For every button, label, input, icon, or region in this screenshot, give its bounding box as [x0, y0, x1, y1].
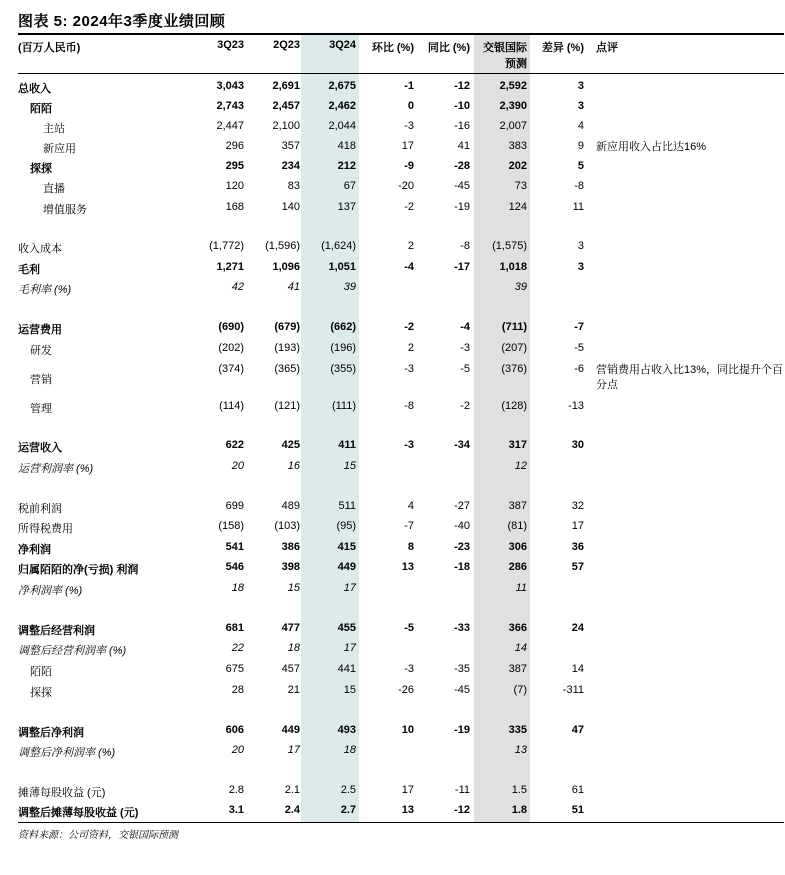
- cell-c4: -2: [404, 201, 414, 213]
- cell-c1: 3.1: [228, 804, 244, 816]
- cell-c4: -3: [404, 120, 414, 132]
- cell-c1: 296: [225, 140, 244, 152]
- cell-c7: 51: [571, 804, 584, 816]
- table-title: 图表 5: 2024年3季度业绩回顾: [18, 13, 226, 30]
- table-row: [0, 684, 785, 700]
- cell-c6: (207): [501, 342, 527, 354]
- cell-c2: (193): [274, 342, 300, 354]
- cell-c1: 2,447: [216, 120, 244, 132]
- cell-c4: -2: [404, 321, 414, 333]
- header-comment: 点评: [596, 42, 618, 54]
- cell-c7: -7: [574, 321, 584, 333]
- row-comment: 新应用收入占比达16%: [596, 141, 707, 153]
- cell-c1: 2,743: [216, 100, 244, 112]
- cell-c1: (202): [218, 342, 244, 354]
- cell-c4: -9: [404, 160, 414, 172]
- cell-c3: 511: [338, 500, 356, 512]
- row-label: 毛利: [18, 264, 40, 276]
- cell-c3: 455: [337, 622, 356, 634]
- cell-c6: (7): [513, 684, 527, 696]
- cell-c4: -3: [404, 363, 414, 375]
- cell-c2: 425: [281, 439, 300, 451]
- cell-c6: 383: [508, 140, 527, 152]
- row-label: 调整后摊薄每股收益 (元): [18, 807, 139, 819]
- cell-c5: -34: [454, 439, 470, 451]
- cell-c4: -20: [398, 180, 414, 192]
- cell-c7: 3: [577, 80, 584, 92]
- row-label: 营销: [30, 374, 52, 386]
- cell-c7: -13: [568, 400, 584, 412]
- cell-c2: 2.4: [284, 804, 300, 816]
- cell-c7: 5: [577, 160, 584, 172]
- cell-c6: 306: [508, 541, 527, 553]
- row-label: 运营费用: [18, 324, 62, 336]
- cell-c4: 4: [407, 500, 414, 512]
- cell-c1: (114): [219, 400, 244, 412]
- cell-c3: 137: [337, 201, 356, 213]
- cell-c1: 546: [225, 561, 244, 573]
- cell-c1: 1,271: [216, 261, 244, 273]
- table-row: [0, 363, 785, 391]
- cell-c5: -2: [460, 400, 470, 412]
- row-comment: 营销费用占收入比13%，同比提升个百分点: [596, 364, 784, 391]
- cell-c6: 366: [508, 622, 527, 634]
- cell-c5: -40: [454, 520, 470, 532]
- cell-c5: -17: [454, 261, 470, 273]
- table-row: [0, 160, 785, 176]
- cell-c1: 622: [225, 439, 244, 451]
- table-row: [0, 520, 785, 536]
- row-label: 调整后净利润: [18, 727, 84, 739]
- cell-c5: -12: [454, 804, 470, 816]
- cell-c1: 675: [225, 663, 244, 675]
- cell-c6: 2,390: [499, 100, 527, 112]
- table-row: [0, 724, 785, 740]
- cell-c5: -19: [454, 724, 470, 736]
- cell-c6: 124: [508, 201, 527, 213]
- cell-c6: (376): [501, 363, 527, 375]
- cell-c2: 140: [281, 201, 300, 213]
- bottom-rule: [18, 822, 784, 823]
- header-3q23: 3Q23: [217, 39, 244, 51]
- cell-c5: -45: [454, 684, 470, 696]
- table-row: [0, 240, 785, 256]
- header-qoq: 环比 (%): [371, 42, 414, 54]
- cell-c2: 357: [281, 140, 300, 152]
- cell-c7: -311: [562, 684, 584, 696]
- table-row: [0, 439, 785, 455]
- cell-c1: 20: [231, 744, 244, 756]
- cell-c7: 11: [572, 201, 584, 213]
- table-row: [0, 140, 785, 156]
- header-yoy: 同比 (%): [427, 42, 470, 54]
- cell-c1: (374): [218, 363, 244, 375]
- cell-c3: 2,675: [328, 80, 356, 92]
- cell-c3: (111): [331, 400, 356, 412]
- cell-c7: 57: [571, 561, 584, 573]
- cell-c7: -6: [574, 363, 584, 375]
- header-3q24: 3Q24: [329, 39, 356, 51]
- cell-c4: -1: [404, 80, 414, 92]
- cell-c6: 13: [514, 744, 527, 756]
- header-forecast-line2: 预测: [505, 58, 527, 70]
- cell-c3: 39: [343, 281, 356, 293]
- cell-c3: 411: [338, 439, 356, 451]
- top-rule: [18, 33, 784, 35]
- cell-c6: 317: [508, 439, 527, 451]
- cell-c5: -5: [460, 363, 470, 375]
- cell-c1: 168: [225, 201, 244, 213]
- table-row: [0, 561, 785, 577]
- cell-c5: -4: [460, 321, 470, 333]
- table-row: [0, 541, 785, 557]
- cell-c7: 14: [571, 663, 584, 675]
- table-row: [0, 100, 785, 116]
- row-label: 净利润: [18, 544, 51, 556]
- cell-c4: 10: [401, 724, 414, 736]
- row-label: 总收入: [18, 83, 51, 95]
- cell-c2: 398: [281, 561, 300, 573]
- cell-c7: -5: [574, 342, 584, 354]
- row-label: 运营利润率 (%): [18, 463, 94, 475]
- table-row: [0, 460, 785, 476]
- cell-c3: 2,044: [328, 120, 356, 132]
- cell-c1: 2.8: [228, 784, 244, 796]
- row-label: 净利润率 (%): [18, 585, 83, 597]
- cell-c6: 387: [508, 500, 527, 512]
- row-label: 陌陌: [30, 103, 52, 115]
- cell-c3: 212: [337, 160, 356, 172]
- cell-c3: 17: [343, 582, 356, 594]
- cell-c6: (128): [501, 400, 527, 412]
- cell-c5: -33: [454, 622, 470, 634]
- cell-c1: 18: [231, 582, 244, 594]
- cell-c3: 17: [343, 642, 356, 654]
- cell-c2: 2,457: [272, 100, 300, 112]
- cell-c2: (103): [274, 520, 300, 532]
- table-row: [0, 201, 785, 217]
- cell-c1: 681: [225, 622, 244, 634]
- cell-c2: 15: [287, 582, 300, 594]
- cell-c7: 4: [577, 120, 584, 132]
- cell-c6: 14: [514, 642, 527, 654]
- cell-c3: 18: [343, 744, 356, 756]
- cell-c2: (121): [274, 400, 300, 412]
- cell-c4: 2: [407, 342, 414, 354]
- row-label: 运营收入: [18, 442, 62, 454]
- cell-c3: (196): [330, 342, 356, 354]
- table-row: [0, 582, 785, 598]
- cell-c7: 47: [571, 724, 584, 736]
- cell-c5: -18: [454, 561, 470, 573]
- table-row: [0, 642, 785, 658]
- cell-c7: 3: [577, 100, 584, 112]
- cell-c5: 41: [457, 140, 470, 152]
- cell-c3: 449: [337, 561, 356, 573]
- cell-c3: (1,624): [321, 240, 356, 252]
- cell-c5: -23: [454, 541, 470, 553]
- table-row: [0, 500, 785, 516]
- cell-c3: 415: [337, 541, 356, 553]
- row-label: 调整后经营利润率 (%): [18, 645, 127, 657]
- cell-c5: -28: [454, 160, 470, 172]
- cell-c1: 606: [225, 724, 244, 736]
- table-row: [0, 261, 785, 277]
- cell-c5: -19: [454, 201, 470, 213]
- cell-c6: 1,018: [499, 261, 527, 273]
- row-label: 调整后经营利润: [18, 625, 95, 637]
- cell-c4: -5: [404, 622, 414, 634]
- cell-c7: 36: [571, 541, 584, 553]
- cell-c2: 457: [281, 663, 300, 675]
- row-label: 归属陌陌的净(亏损) 利润: [18, 564, 139, 576]
- cell-c6: 39: [514, 281, 527, 293]
- cell-c4: -3: [404, 439, 414, 451]
- cell-c1: 699: [225, 500, 244, 512]
- table-row: [0, 342, 785, 358]
- table-row: [0, 400, 785, 416]
- cell-c2: 489: [281, 500, 300, 512]
- cell-c7: -8: [574, 180, 584, 192]
- cell-c1: 20: [231, 460, 244, 472]
- header-forecast-line1: 交银国际: [483, 42, 527, 54]
- cell-c5: -16: [454, 120, 470, 132]
- cell-c6: 202: [508, 160, 527, 172]
- cell-c2: 2,100: [272, 120, 300, 132]
- cell-c6: 11: [515, 582, 527, 594]
- table-row: [0, 80, 785, 96]
- cell-c6: 286: [508, 561, 527, 573]
- cell-c3: 418: [337, 140, 356, 152]
- row-label: 探探: [30, 163, 52, 175]
- table-row: [0, 663, 785, 679]
- row-label: 摊薄每股收益 (元): [18, 787, 106, 799]
- row-label: 直播: [43, 183, 65, 195]
- cell-c4: 17: [401, 140, 414, 152]
- cell-c6: 1.5: [511, 784, 527, 796]
- cell-c5: -27: [454, 500, 470, 512]
- cell-c2: 2.1: [284, 784, 300, 796]
- cell-c6: 73: [514, 180, 527, 192]
- source-note: 资料来源：公司资料，交银国际预测: [18, 830, 178, 841]
- cell-c3: 441: [337, 663, 356, 675]
- cell-c2: 386: [281, 541, 300, 553]
- table-row: [0, 744, 785, 760]
- cell-c3: 2.7: [340, 804, 356, 816]
- cell-c4: 8: [407, 541, 414, 553]
- table-row: [0, 120, 785, 136]
- cell-c4: -7: [404, 520, 414, 532]
- cell-c3: 2,462: [328, 100, 356, 112]
- cell-c6: 12: [514, 460, 527, 472]
- row-label: 税前利润: [18, 503, 62, 515]
- cell-c4: 13: [401, 804, 414, 816]
- row-label: 收入成本: [18, 243, 62, 255]
- cell-c5: -45: [454, 180, 470, 192]
- cell-c1: 120: [225, 180, 244, 192]
- row-label: 新应用: [43, 143, 76, 155]
- table-row: [0, 180, 785, 196]
- cell-c1: (1,772): [209, 240, 244, 252]
- cell-c1: 28: [231, 684, 244, 696]
- cell-c5: -35: [454, 663, 470, 675]
- cell-c6: 2,007: [499, 120, 527, 132]
- cell-c2: 477: [281, 622, 300, 634]
- cell-c6: (1,575): [492, 240, 527, 252]
- cell-c4: -26: [398, 684, 414, 696]
- header-unit: (百万人民币): [18, 42, 81, 54]
- row-label: 主站: [43, 123, 65, 135]
- cell-c2: 234: [281, 160, 300, 172]
- table-row: [0, 622, 785, 638]
- cell-c5: -8: [460, 240, 470, 252]
- cell-c6: 387: [508, 663, 527, 675]
- cell-c4: 0: [407, 100, 414, 112]
- cell-c2: (1,596): [265, 240, 300, 252]
- table-row: [0, 804, 785, 820]
- cell-c7: 3: [577, 240, 584, 252]
- row-label: 研发: [30, 345, 52, 357]
- row-label: 所得税费用: [18, 523, 73, 535]
- cell-c4: -4: [404, 261, 414, 273]
- cell-c5: -11: [454, 784, 470, 796]
- cell-c3: 15: [343, 460, 356, 472]
- cell-c2: 18: [287, 642, 300, 654]
- cell-c3: 1,051: [328, 261, 356, 273]
- cell-c2: 2,691: [272, 80, 300, 92]
- cell-c1: (158): [218, 520, 244, 532]
- cell-c2: (679): [274, 321, 300, 333]
- cell-c6: 1.8: [511, 804, 527, 816]
- table-row: [0, 281, 785, 297]
- cell-c3: 2.5: [340, 784, 356, 796]
- cell-c5: -10: [454, 100, 470, 112]
- cell-c4: 13: [401, 561, 414, 573]
- row-label: 毛利率 (%): [18, 284, 72, 296]
- cell-c7: 30: [571, 439, 584, 451]
- header-rule: [18, 73, 784, 74]
- cell-c3: 67: [343, 180, 356, 192]
- cell-c1: 295: [225, 160, 244, 172]
- cell-c7: 9: [577, 140, 584, 152]
- cell-c7: 24: [571, 622, 584, 634]
- cell-c1: 42: [231, 281, 244, 293]
- cell-c7: 3: [577, 261, 584, 273]
- row-label: 管理: [30, 403, 52, 415]
- cell-c4: -8: [404, 400, 414, 412]
- row-label: 增值服务: [43, 204, 87, 216]
- cell-c3: 15: [343, 684, 356, 696]
- cell-c6: 335: [508, 724, 527, 736]
- row-label: 探探: [30, 687, 52, 699]
- cell-c1: 22: [231, 642, 244, 654]
- cell-c2: 449: [281, 724, 300, 736]
- row-label: 陌陌: [30, 666, 52, 678]
- header-variance: 差异 (%): [541, 42, 584, 54]
- table-row: [0, 784, 785, 800]
- cell-c2: (365): [274, 363, 300, 375]
- cell-c6: (711): [501, 321, 527, 333]
- row-label: 调整后净利润率 (%): [18, 747, 116, 759]
- cell-c5: -3: [460, 342, 470, 354]
- cell-c2: 83: [287, 180, 300, 192]
- cell-c3: (355): [330, 363, 356, 375]
- cell-c2: 16: [287, 460, 300, 472]
- cell-c4: 17: [401, 784, 414, 796]
- cell-c7: 61: [571, 784, 584, 796]
- cell-c4: 2: [407, 240, 414, 252]
- cell-c6: 2,592: [499, 80, 527, 92]
- cell-c7: 17: [571, 520, 584, 532]
- cell-c2: 41: [287, 281, 300, 293]
- cell-c3: (662): [330, 321, 356, 333]
- cell-c2: 21: [287, 684, 300, 696]
- header-2q23: 2Q23: [273, 39, 300, 51]
- cell-c1: 3,043: [216, 80, 244, 92]
- cell-c7: 32: [571, 500, 584, 512]
- cell-c3: (95): [336, 520, 356, 532]
- table-row: [0, 321, 785, 337]
- cell-c2: 17: [287, 744, 300, 756]
- cell-c2: 1,096: [272, 261, 300, 273]
- cell-c4: -3: [404, 663, 414, 675]
- cell-c3: 493: [337, 724, 356, 736]
- cell-c6: (81): [507, 520, 527, 532]
- cell-c1: (690): [218, 321, 244, 333]
- cell-c1: 541: [225, 541, 244, 553]
- cell-c5: -12: [454, 80, 470, 92]
